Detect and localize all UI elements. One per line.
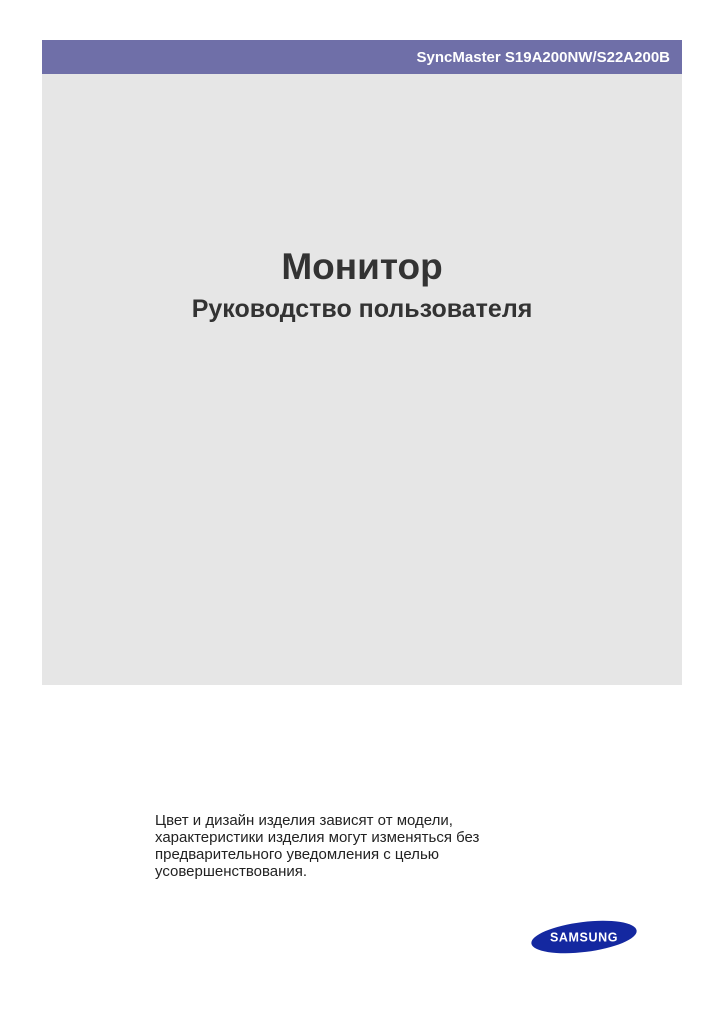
disclaimer-line: Цвет и дизайн изделия зависят от модели, [155, 812, 453, 829]
document-title: Монитор [281, 246, 443, 287]
document-subtitle: Руководство пользователя [191, 295, 533, 323]
disclaimer-line: усовершенствования. [155, 863, 308, 880]
cover-panel [42, 74, 682, 685]
disclaimer-line: предварительного уведомления с целью [155, 846, 440, 863]
header-bar [42, 40, 682, 74]
disclaimer-line: характеристики изделия могут изменяться без [155, 829, 480, 846]
model-name: SyncMaster S19A200NW/S22A200B [416, 49, 670, 66]
samsung-logo-text: SAMSUNG [549, 930, 619, 945]
samsung-logo [530, 918, 638, 956]
disclaimer-text [155, 812, 555, 880]
